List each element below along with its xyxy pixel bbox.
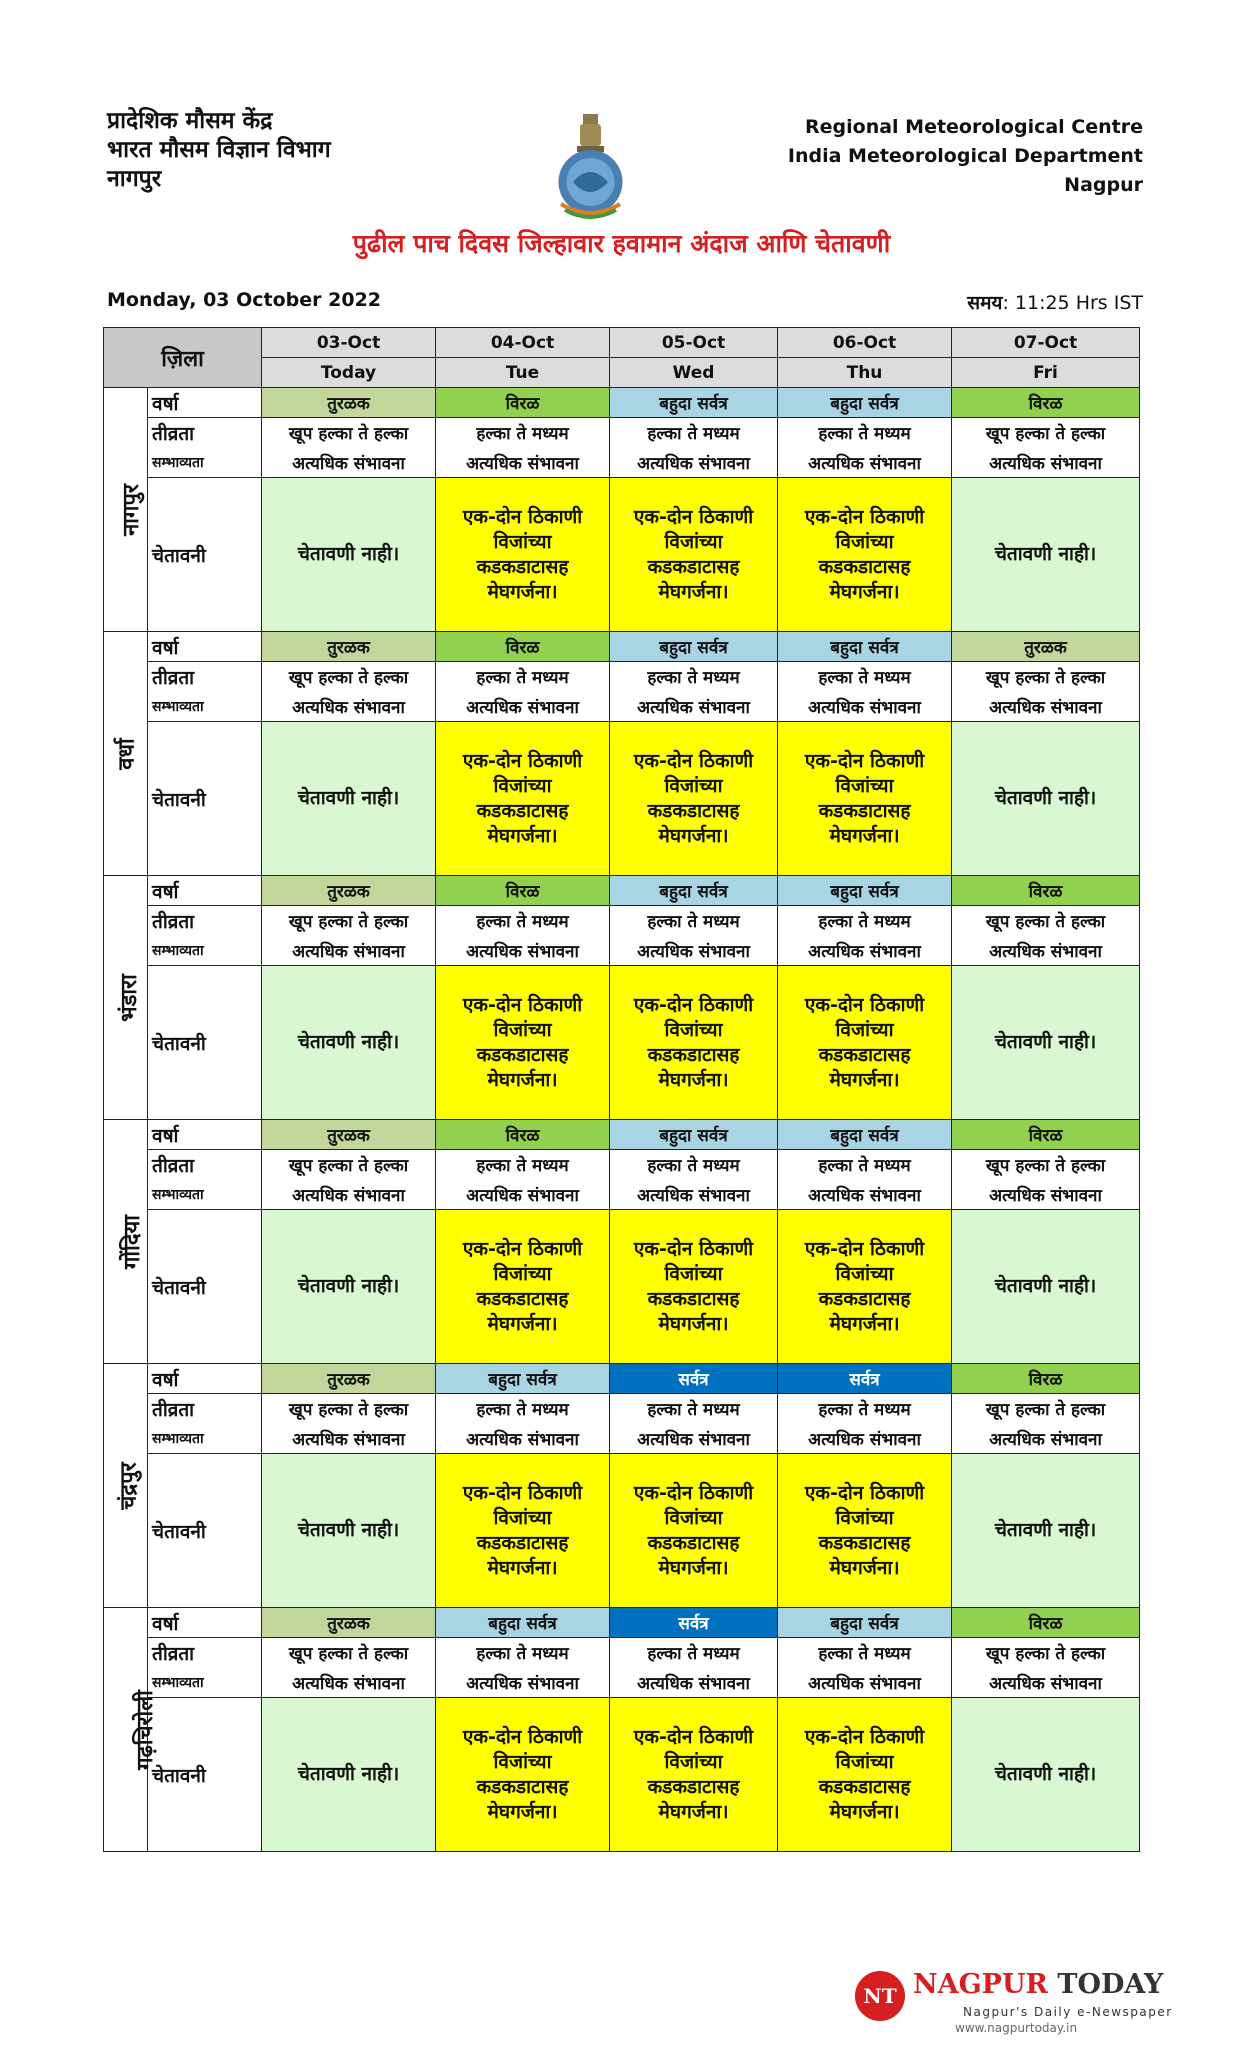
probability-cell: अत्यधिक संभावना	[778, 692, 952, 722]
warning-cell: एक-दोन ठिकाणी विजांच्या कडकडाटासह मेघगर्जना।	[436, 1210, 610, 1364]
warning-row	[104, 722, 1140, 876]
header-hindi	[107, 107, 331, 194]
warning-cell: एक-दोन ठिकाणी विजांच्या कडकडाटासह मेघगर्जना।	[610, 1698, 778, 1852]
probability-cell: अत्यधिक संभावना	[610, 936, 778, 966]
logo-url: www.nagpurtoday.in	[955, 2021, 1078, 2035]
rain-cell: विरळ	[436, 876, 610, 906]
header-english	[788, 113, 1143, 200]
english-line-1: Regional Meteorological Centre	[805, 116, 1143, 138]
warning-row	[104, 1210, 1140, 1364]
day-date: 04-Oct	[436, 328, 610, 358]
rain-cell: विरळ	[436, 388, 610, 418]
intensity-cell: खूप हल्का ते हल्का	[262, 418, 436, 448]
probability-cell: अत्यधिक संभावना	[952, 448, 1140, 478]
probability-row	[104, 692, 1140, 722]
rain-cell: बहुदा सर्वत्र	[778, 1608, 952, 1638]
rain-cell: विरळ	[436, 1120, 610, 1150]
intensity-cell: खूप हल्का ते हल्का	[952, 1150, 1140, 1180]
rain-cell: बहुदा सर्वत्र	[610, 388, 778, 418]
probability-cell: अत्यधिक संभावना	[610, 1424, 778, 1454]
hindi-line-2: भारत मौसम विज्ञान विभाग	[107, 137, 331, 163]
warning-cell: एक-दोन ठिकाणी विजांच्या कडकडाटासह मेघगर्जना।	[778, 478, 952, 632]
warning-cell: एक-दोन ठिकाणी विजांच्या कडकडाटासह मेघगर्जना।	[610, 478, 778, 632]
hindi-line-1: प्रादेशिक मौसम केंद्र	[107, 108, 273, 134]
probability-label: सम्भाव्यता	[148, 936, 262, 966]
warning-cell: एक-दोन ठिकाणी विजांच्या कडकडाटासह मेघगर्जना।	[778, 1210, 952, 1364]
intensity-cell: हल्का ते मध्यम	[778, 418, 952, 448]
probability-row	[104, 1424, 1140, 1454]
probability-cell: अत्यधिक संभावना	[952, 692, 1140, 722]
intensity-cell: हल्का ते मध्यम	[610, 418, 778, 448]
warning-cell: एक-दोन ठिकाणी विजांच्या कडकडाटासह मेघगर्जना।	[436, 1454, 610, 1608]
intensity-cell: हल्का ते मध्यम	[436, 1150, 610, 1180]
intensity-cell: हल्का ते मध्यम	[610, 662, 778, 692]
rain-cell: बहुदा सर्वत्र	[778, 876, 952, 906]
intensity-row	[104, 1150, 1140, 1180]
forecast-table	[103, 327, 1140, 1852]
warning-cell: चेतावणी नाही।	[262, 966, 436, 1120]
rain-row	[104, 388, 1140, 418]
intensity-label: तीव्रता	[148, 1150, 262, 1180]
logo-tagline: Nagpur's Daily e-Newspaper	[963, 2005, 1173, 2019]
warning-cell: चेतावणी नाही।	[952, 1698, 1140, 1852]
warning-cell: एक-दोन ठिकाणी विजांच्या कडकडाटासह मेघगर्जना।	[610, 966, 778, 1120]
probability-cell: अत्यधिक संभावना	[262, 936, 436, 966]
probability-cell: अत्यधिक संभावना	[610, 692, 778, 722]
warning-label: चेतावनी	[148, 966, 262, 1120]
probability-cell: अत्यधिक संभावना	[436, 448, 610, 478]
intensity-row	[104, 662, 1140, 692]
rain-row	[104, 876, 1140, 906]
issue-date: Monday, 03 October 2022	[107, 289, 382, 311]
rain-cell: तुरळक	[262, 388, 436, 418]
day-date: 05-Oct	[610, 328, 778, 358]
day-name: Tue	[436, 358, 610, 388]
district-header: ज़िला	[104, 328, 262, 388]
probability-cell: अत्यधिक संभावना	[778, 448, 952, 478]
probability-cell: अत्यधिक संभावना	[262, 1668, 436, 1698]
intensity-cell: खूप हल्का ते हल्का	[262, 1394, 436, 1424]
probability-cell: अत्यधिक संभावना	[778, 1668, 952, 1698]
district-name: वर्धा	[114, 737, 140, 770]
warning-label: चेतावनी	[148, 478, 262, 632]
rain-row	[104, 632, 1140, 662]
intensity-cell: खूप हल्का ते हल्का	[952, 662, 1140, 692]
rain-cell: विरळ	[952, 1364, 1140, 1394]
warning-cell: चेतावणी नाही।	[262, 1698, 436, 1852]
probability-row	[104, 1668, 1140, 1698]
probability-cell: अत्यधिक संभावना	[610, 1180, 778, 1210]
intensity-row	[104, 418, 1140, 448]
rain-cell: बहुदा सर्वत्र	[778, 388, 952, 418]
rain-label: वर्षा	[148, 1120, 262, 1150]
rain-cell: तुरळक	[262, 1608, 436, 1638]
rain-cell: सर्वत्र	[610, 1608, 778, 1638]
district-name-cell	[104, 388, 148, 632]
district-name-cell	[104, 876, 148, 1120]
intensity-cell: हल्का ते मध्यम	[778, 1638, 952, 1668]
warning-cell: एक-दोन ठिकाणी विजांच्या कडकडाटासह मेघगर्जना।	[610, 1210, 778, 1364]
rain-cell: बहुदा सर्वत्र	[610, 876, 778, 906]
day-date: 03-Oct	[262, 328, 436, 358]
district-name-cell	[104, 1120, 148, 1364]
probability-label: सम्भाव्यता	[148, 692, 262, 722]
warning-cell: एक-दोन ठिकाणी विजांच्या कडकडाटासह मेघगर्जना।	[436, 722, 610, 876]
rain-row	[104, 1608, 1140, 1638]
warning-label: चेतावनी	[148, 722, 262, 876]
rain-cell: तुरळक	[262, 1120, 436, 1150]
rain-cell: बहुदा सर्वत्र	[436, 1364, 610, 1394]
rain-label: वर्षा	[148, 1364, 262, 1394]
probability-cell: अत्यधिक संभावना	[952, 1424, 1140, 1454]
rain-label: वर्षा	[148, 876, 262, 906]
intensity-cell: हल्का ते मध्यम	[436, 906, 610, 936]
logo-name	[913, 1969, 1163, 2000]
probability-label: सम्भाव्यता	[148, 1424, 262, 1454]
time-label: समय	[967, 292, 1003, 314]
district-name: गोंदिया	[119, 1214, 145, 1269]
rain-cell: बहुदा सर्वत्र	[610, 632, 778, 662]
logo-name-1: NAGPUR	[913, 1969, 1048, 2000]
warning-cell: एक-दोन ठिकाणी विजांच्या कडकडाटासह मेघगर्जना।	[778, 1698, 952, 1852]
probability-cell: अत्यधिक संभावना	[952, 1180, 1140, 1210]
time-value: : 11:25 Hrs IST	[1002, 292, 1143, 314]
intensity-cell: हल्का ते मध्यम	[436, 1394, 610, 1424]
rain-cell: बहुदा सर्वत्र	[778, 1120, 952, 1150]
warning-cell: एक-दोन ठिकाणी विजांच्या कडकडाटासह मेघगर्जना।	[778, 722, 952, 876]
intensity-cell: खूप हल्का ते हल्का	[952, 1394, 1140, 1424]
warning-cell: चेतावणी नाही।	[952, 1454, 1140, 1608]
probability-row	[104, 448, 1140, 478]
nagpur-today-logo	[855, 1965, 1215, 2040]
probability-cell: अत्यधिक संभावना	[778, 936, 952, 966]
rain-cell: तुरळक	[262, 876, 436, 906]
intensity-cell: खूप हल्का ते हल्का	[262, 906, 436, 936]
english-line-3: Nagpur	[1064, 174, 1143, 196]
rain-cell: विरळ	[952, 1608, 1140, 1638]
rain-cell: विरळ	[436, 632, 610, 662]
probability-cell: अत्यधिक संभावना	[436, 1180, 610, 1210]
intensity-cell: खूप हल्का ते हल्का	[262, 1150, 436, 1180]
probability-cell: अत्यधिक संभावना	[952, 936, 1140, 966]
probability-cell: अत्यधिक संभावना	[436, 1668, 610, 1698]
warning-row	[104, 478, 1140, 632]
rain-cell: बहुदा सर्वत्र	[436, 1608, 610, 1638]
district-name: नागपुर	[118, 483, 144, 536]
probability-cell: अत्यधिक संभावना	[262, 692, 436, 722]
rain-cell: बहुदा सर्वत्र	[778, 632, 952, 662]
intensity-label: तीव्रता	[148, 1394, 262, 1424]
header-row	[104, 328, 1140, 358]
rain-cell: तुरळक	[262, 1364, 436, 1394]
probability-label: सम्भाव्यता	[148, 1668, 262, 1698]
probability-cell: अत्यधिक संभावना	[262, 1424, 436, 1454]
warning-cell: एक-दोन ठिकाणी विजांच्या कडकडाटासह मेघगर्जना।	[778, 1454, 952, 1608]
day-name: Fri	[952, 358, 1140, 388]
rain-label: वर्षा	[148, 388, 262, 418]
hindi-line-3: नागपुर	[107, 166, 162, 192]
district-name-cell	[104, 1364, 148, 1608]
warning-cell: एक-दोन ठिकाणी विजांच्या कडकडाटासह मेघगर्जना।	[778, 966, 952, 1120]
probability-cell: अत्यधिक संभावना	[610, 448, 778, 478]
district-name-cell	[104, 632, 148, 876]
intensity-cell: हल्का ते मध्यम	[436, 1638, 610, 1668]
warning-cell: एक-दोन ठिकाणी विजांच्या कडकडाटासह मेघगर्जना।	[436, 966, 610, 1120]
rain-cell: विरळ	[952, 388, 1140, 418]
probability-label: सम्भाव्यता	[148, 448, 262, 478]
intensity-cell: खूप हल्का ते हल्का	[262, 1638, 436, 1668]
rain-cell: विरळ	[952, 1120, 1140, 1150]
warning-cell: एक-दोन ठिकाणी विजांच्या कडकडाटासह मेघगर्जना।	[436, 478, 610, 632]
probability-cell: अत्यधिक संभावना	[436, 1424, 610, 1454]
intensity-cell: हल्का ते मध्यम	[610, 1394, 778, 1424]
day-date: 07-Oct	[952, 328, 1140, 358]
probability-cell: अत्यधिक संभावना	[952, 1668, 1140, 1698]
intensity-cell: हल्का ते मध्यम	[778, 1150, 952, 1180]
probability-cell: अत्यधिक संभावना	[436, 936, 610, 966]
logo-mark: NT	[855, 1971, 905, 2021]
warning-label: चेतावनी	[148, 1454, 262, 1608]
day-name: Thu	[778, 358, 952, 388]
warning-cell: चेतावणी नाही।	[262, 478, 436, 632]
page-title: पुढील पाच दिवस जिल्हावार हवामान अंदाज आणि चेतावणी	[352, 229, 891, 258]
probability-row	[104, 1180, 1140, 1210]
district-name: भंडारा	[116, 973, 142, 1022]
warning-cell: चेतावणी नाही।	[262, 1454, 436, 1608]
warning-cell: एक-दोन ठिकाणी विजांच्या कडकडाटासह मेघगर्जना।	[610, 722, 778, 876]
intensity-cell: खूप हल्का ते हल्का	[952, 906, 1140, 936]
probability-label: सम्भाव्यता	[148, 1180, 262, 1210]
intensity-label: तीव्रता	[148, 906, 262, 936]
intensity-cell: हल्का ते मध्यम	[610, 906, 778, 936]
warning-cell: चेतावणी नाही।	[952, 478, 1140, 632]
intensity-row	[104, 1394, 1140, 1424]
intensity-cell: खूप हल्का ते हल्का	[952, 418, 1140, 448]
intensity-label: तीव्रता	[148, 418, 262, 448]
rain-cell: सर्वत्र	[610, 1364, 778, 1394]
probability-cell: अत्यधिक संभावना	[778, 1180, 952, 1210]
rain-cell: विरळ	[952, 876, 1140, 906]
intensity-row	[104, 1638, 1140, 1668]
warning-cell: चेतावणी नाही।	[952, 722, 1140, 876]
district-name: चंद्रपुर	[116, 1461, 142, 1510]
warning-row	[104, 1454, 1140, 1608]
english-line-2: India Meteorological Department	[787, 145, 1143, 167]
intensity-cell: हल्का ते मध्यम	[778, 906, 952, 936]
warning-row	[104, 1698, 1140, 1852]
rain-cell: सर्वत्र	[778, 1364, 952, 1394]
rain-cell: तुरळक	[262, 632, 436, 662]
warning-cell: चेतावणी नाही।	[952, 1210, 1140, 1364]
warning-label: चेतावनी	[148, 1210, 262, 1364]
intensity-cell: खूप हल्का ते हल्का	[262, 662, 436, 692]
day-name: Today	[262, 358, 436, 388]
day-date: 06-Oct	[778, 328, 952, 358]
intensity-cell: हल्का ते मध्यम	[778, 1394, 952, 1424]
probability-cell: अत्यधिक संभावना	[436, 692, 610, 722]
day-name: Wed	[610, 358, 778, 388]
intensity-cell: खूप हल्का ते हल्का	[952, 1638, 1140, 1668]
probability-row	[104, 936, 1140, 966]
rain-cell: तुरळक	[952, 632, 1140, 662]
warning-cell: चेतावणी नाही।	[262, 722, 436, 876]
rain-row	[104, 1364, 1140, 1394]
rain-label: वर्षा	[148, 1608, 262, 1638]
intensity-cell: हल्का ते मध्यम	[436, 418, 610, 448]
intensity-cell: हल्का ते मध्यम	[436, 662, 610, 692]
intensity-row	[104, 906, 1140, 936]
probability-cell: अत्यधिक संभावना	[262, 448, 436, 478]
warning-cell: चेतावणी नाही।	[952, 966, 1140, 1120]
warning-label: चेतावनी	[148, 1698, 262, 1852]
district-name-cell	[104, 1608, 158, 1852]
probability-cell: अत्यधिक संभावना	[610, 1668, 778, 1698]
probability-cell: अत्यधिक संभावना	[778, 1424, 952, 1454]
rain-row	[104, 1120, 1140, 1150]
intensity-cell: हल्का ते मध्यम	[610, 1638, 778, 1668]
warning-row	[104, 966, 1140, 1120]
warning-cell: एक-दोन ठिकाणी विजांच्या कडकडाटासह मेघगर्जना।	[436, 1698, 610, 1852]
intensity-label: तीव्रता	[148, 662, 262, 692]
rain-label: वर्षा	[148, 632, 262, 662]
intensity-label: तीव्रता	[148, 1638, 262, 1668]
logo-name-2: TODAY	[1057, 1969, 1164, 2000]
district-name: गढ़चिरोली	[132, 1689, 158, 1770]
intensity-cell: हल्का ते मध्यम	[778, 662, 952, 692]
warning-cell: एक-दोन ठिकाणी विजांच्या कडकडाटासह मेघगर्जना।	[610, 1454, 778, 1608]
intensity-cell: हल्का ते मध्यम	[610, 1150, 778, 1180]
probability-cell: अत्यधिक संभावना	[262, 1180, 436, 1210]
imd-emblem-icon	[553, 112, 628, 224]
warning-cell: चेतावणी नाही।	[262, 1210, 436, 1364]
rain-cell: बहुदा सर्वत्र	[610, 1120, 778, 1150]
issue-time	[967, 289, 1143, 315]
